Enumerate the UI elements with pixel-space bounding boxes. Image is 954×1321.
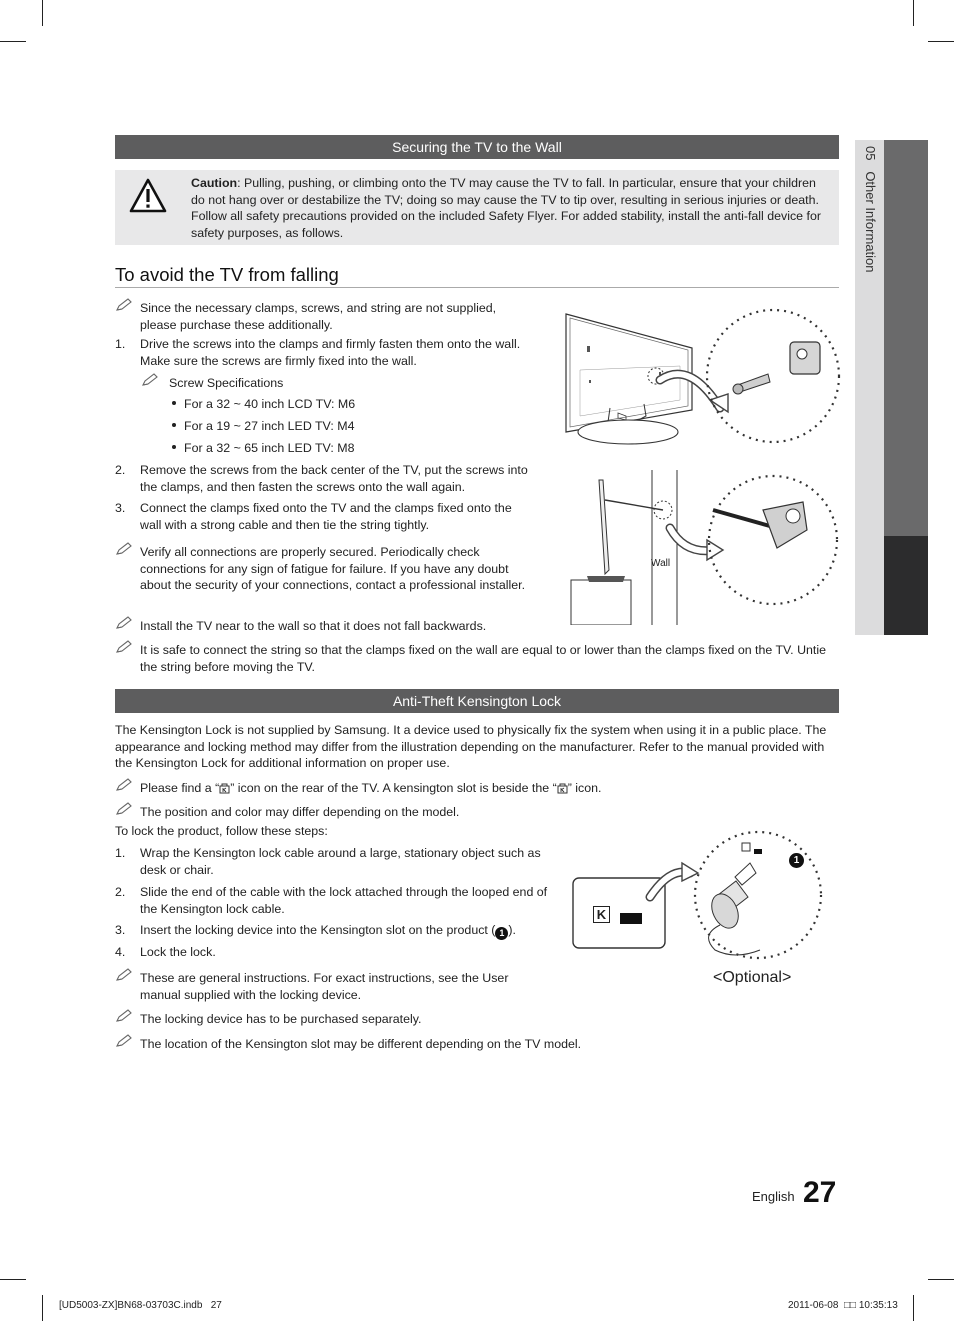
crop-mark [913, 1295, 914, 1321]
screw-spec-item: For a 32 ~ 65 inch LED TV: M8 [184, 441, 355, 455]
kensington-intro: The Kensington Lock is not supplied by Samsung. It a device used to physically fix the system when using it in a public place. The appearance and locking method may differ from the illustration depending on the manufacturer. Refer to the manual provided with the Kensington Lock for additional information on proper use. [115, 723, 827, 770]
note-pencil-icon [115, 542, 133, 556]
note-pencil-icon [115, 640, 133, 654]
note-position-color: The position and color may differ depending on the model. [140, 805, 460, 819]
note-slot-location: The location of the Kensington slot may be different depending on the TV model. [140, 1037, 582, 1051]
lock-step-3-part: ). [508, 923, 516, 937]
step-1-text: Drive the screws into the clamps and firmly fasten them onto the wall. Make sure the screws are firmly fixed into the wall. [140, 337, 521, 368]
side-tab-dark [884, 140, 928, 536]
step-number: 4. [115, 945, 126, 959]
side-tab-darker [884, 536, 928, 635]
chapter-title: Other Information [863, 171, 878, 273]
note-verify: Verify all connections are properly secured. Periodically check connections for any sign of fatigue for failure. If you have any doubt about the security of your connections, contact a professional installer. [140, 545, 526, 592]
crop-mark [42, 1295, 43, 1321]
caution-text [191, 175, 831, 241]
note-pencil-icon [115, 1034, 133, 1048]
wall-label: Wall [651, 558, 671, 569]
step-number: 2. [115, 885, 126, 899]
note-pencil-icon [115, 802, 133, 816]
note-find-icon [140, 780, 601, 797]
note-find-icon-part: Please find a “ [140, 781, 220, 795]
section-title-securing: Securing the TV to the Wall [115, 135, 839, 159]
note-pencil-icon [141, 373, 159, 387]
caution-box [115, 170, 839, 245]
side-tab-label [862, 146, 878, 446]
note-pencil-icon [115, 298, 133, 312]
page-heading: To avoid the TV from falling [115, 264, 339, 285]
lock-step-1: Wrap the Kensington lock cable around a large, stationary object such as desk or chair. [140, 846, 541, 877]
footer-language: English [752, 1189, 795, 1204]
note-find-icon-part: ” icon. [567, 781, 602, 795]
bullet [172, 423, 176, 427]
kensington-lock-icon [557, 782, 568, 794]
caution-body: : Pulling, pushing, or climbing onto the TV may cause the TV to fall. In particular, ensure that your children do not hang over or destabilize the TV; doing so may cause the TV to tip over, resulting in serious injuries or death. Follow all safety precautions provided on the included Safety Flyer. For added stability, install the anti-fall device for safety purposes, as follows. [191, 176, 821, 240]
crop-mark [0, 1279, 26, 1280]
lock-step-3-part: Insert the locking device into the Kensington slot on the product ( [140, 923, 496, 937]
caution-label: Caution [191, 176, 238, 190]
chapter-number: 05 [863, 146, 878, 161]
step-number: 1. [115, 337, 126, 351]
callout-badge: 1 [495, 927, 508, 940]
callout-badge: 1 [789, 853, 804, 868]
crop-mark [928, 1279, 954, 1280]
note-pencil-icon [115, 968, 133, 982]
lock-step-2: Slide the end of the cable with the lock attached through the looped end of the Kensington lock cable. [140, 885, 548, 916]
steps-lead: To lock the product, follow these steps: [115, 824, 328, 838]
note-install-near-wall: Install the TV near to the wall so that it does not fall backwards. [140, 619, 487, 633]
note-clamps: Since the necessary clamps, screws, and string are not supplied, please purchase these additionally. [140, 301, 497, 332]
warning-icon [128, 177, 168, 215]
step-3-text: Connect the clamps fixed onto the TV and the clamps fixed onto the wall with a strong cable and then tie the string tightly. [140, 501, 512, 532]
note-find-icon-part: ” icon on the rear of the TV. A kensington slot is beside the “ [230, 781, 557, 795]
step-2-text: Remove the screws from the back center of the TV, put the screws into the clamps, and then fasten the screws onto the wall again. [140, 463, 528, 494]
note-pencil-icon [115, 778, 133, 792]
crop-mark [913, 0, 914, 26]
screw-spec-title: Screw Specifications [169, 376, 284, 390]
step-number: 1. [115, 846, 126, 860]
step-number: 3. [115, 501, 126, 515]
kensington-lock-icon [219, 782, 230, 794]
section-title-kensington: Anti-Theft Kensington Lock [115, 689, 839, 713]
note-purchase-separately: The locking device has to be purchased separately. [140, 1012, 422, 1026]
step-number: 3. [115, 923, 126, 937]
tv-back-clamp-illustration [560, 300, 845, 450]
bullet [172, 445, 176, 449]
note-pencil-icon [115, 1009, 133, 1023]
page-number: 27 [803, 1176, 837, 1209]
kensington-lock-illustration [570, 825, 830, 960]
crop-mark [928, 41, 954, 42]
note-pencil-icon [115, 616, 133, 630]
note-string-height: It is safe to connect the string so that the clamps fixed on the wall are equal to or lower than the clamps fixed on the TV. Untie the string before moving the TV. [140, 643, 826, 674]
optional-label: <Optional> [713, 969, 792, 986]
print-slug-right: 2011-06-08 □□ 10:35:13 [788, 1300, 898, 1311]
lock-step-3 [140, 922, 516, 940]
screw-spec-item: For a 19 ~ 27 inch LED TV: M4 [184, 419, 355, 433]
bullet [172, 401, 176, 405]
crop-mark [0, 41, 26, 42]
kensington-k-mark: K [593, 906, 610, 923]
crop-mark [42, 0, 43, 26]
heading-rule [115, 287, 839, 288]
tv-side-wall-illustration [565, 470, 845, 625]
print-slug-left: [UD5003-ZX]BN68-03703C.indb 27 [59, 1300, 222, 1311]
note-general-instructions: These are general instructions. For exact instructions, see the User manual supplied with the locking device. [140, 971, 509, 1002]
step-number: 2. [115, 463, 126, 477]
screw-spec-item: For a 32 ~ 40 inch LCD TV: M6 [184, 397, 356, 411]
lock-step-4: Lock the lock. [140, 945, 216, 959]
